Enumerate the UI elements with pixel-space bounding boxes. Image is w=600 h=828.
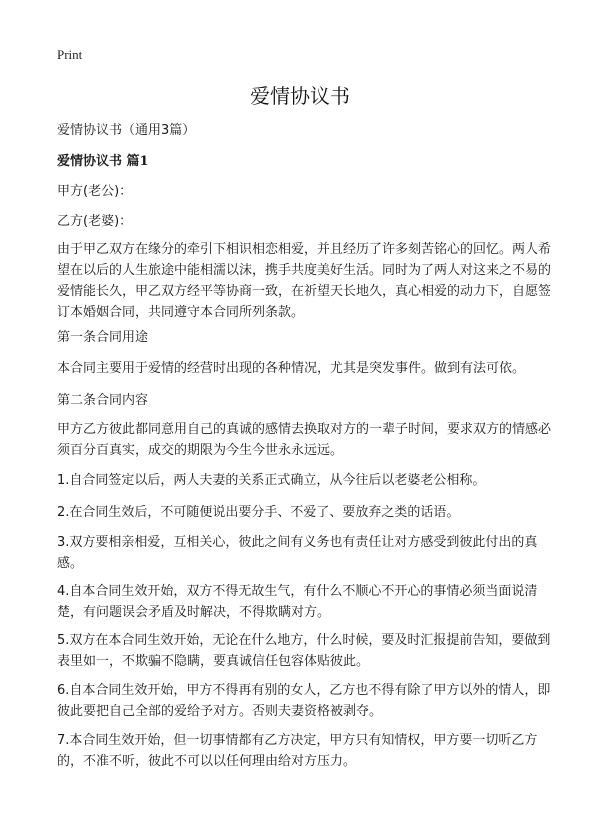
- print-link[interactable]: Print: [57, 47, 83, 62]
- section-heading: 爱情协议书 篇1: [57, 154, 149, 169]
- clause-item: 6.自本合同生效开始，甲方不得再有别的女人，乙方也不得有除了甲方以外的情人，即彼此要把自己全部的爱给予对方。否则夫妻资格被剥夺。: [57, 683, 551, 719]
- intro-paragraph: 由于甲乙双方在缘分的牵引下相识相恋相爱，并且经历了许多刻苦铭心的回忆。两人希望在以后的人生旅途中能相濡以沫，携手共度美好生活。同时为了两人对这来之不易的爱情能长久，甲乙双方经平等协商一致，在祈望天长地久，真心相爱的动力下，自愿签订本婚姻合同，共同遵守本合同所列条款。: [57, 242, 552, 320]
- party-b-label: 乙方(老婆)：: [57, 214, 133, 229]
- clause-item: 5.双方在本合同生效开始，无论在什么地方，什么时候，要及时汇报提前告知，要做到表里如一，不欺骗不隐瞒，要真诚信任包容体贴彼此。: [57, 633, 551, 669]
- article2-title: 第二条合同内容: [57, 393, 149, 408]
- article2-text: 甲方乙方彼此都同意用自己的真诚的感情去换取对方的一辈子时间，要求双方的情感必须百分百真实，成交的期限为今生今世永永远远。: [57, 422, 552, 458]
- document-title: 爱情协议书: [250, 84, 350, 108]
- article1-text: 本合同主要用于爱情的经营时出现的各种情况，尤其是突发事件。做到有法可依。: [57, 361, 526, 376]
- clause-item: 2.在合同生效后，不可随便说出要分手、不爱了、要放弃之类的话语。: [57, 505, 460, 520]
- clause-item: 3.双方要相亲相爱，互相关心，彼此之间有义务也有责任让对方感受到彼此付出的真感。: [57, 535, 538, 571]
- document-subtitle: 爱情协议书（通用3篇）: [57, 123, 196, 138]
- clause-item: 4.自本合同生效开始，双方不得无故生气，有什么不顺心不开心的事情必须当面说清楚，有问题误会矛盾及时解决，不得欺瞒对方。: [57, 584, 538, 620]
- clause-item: 1.自合同签定以后，两人夫妻的关系正式确立，从今往后以老婆老公相称。: [57, 473, 486, 488]
- party-a-label: 甲方(老公)：: [57, 184, 133, 199]
- clause-item: 7.本合同生效开始，但一切事情都有乙方决定，甲方只有知情权，甲方要一切听乙方的，不准不听，彼此不可以以任何理由给对方压力。: [57, 733, 538, 769]
- article1-title: 第一条合同用途: [57, 330, 149, 345]
